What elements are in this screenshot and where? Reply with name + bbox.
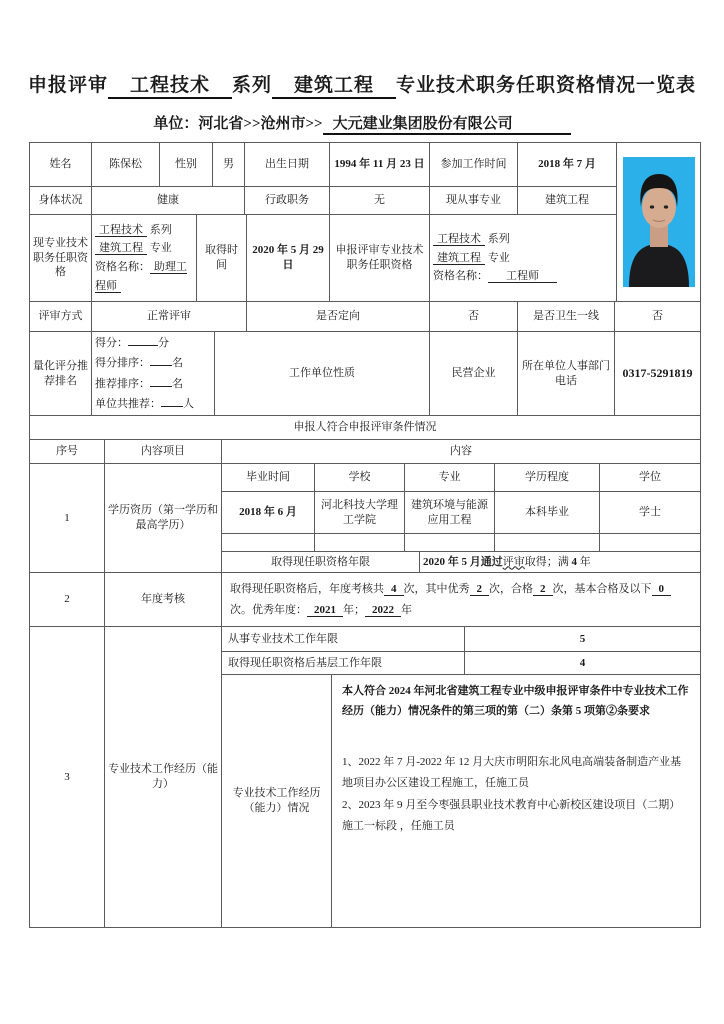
qual-years-p2: 评审 xyxy=(502,555,525,568)
col-content-header: 内容 xyxy=(450,445,472,458)
conditions-header: 申报人符合申报评审条件情况 xyxy=(293,421,437,434)
birth-value: 1994 年 11 月 23 日 xyxy=(330,143,430,186)
edu-header-grad-time: 毕业时间 xyxy=(222,464,315,491)
title-series-label: 系列 xyxy=(231,75,272,96)
education-data-row xyxy=(222,492,700,534)
base-years-row xyxy=(222,652,700,675)
qual-years-p3: 取得；满 xyxy=(524,555,572,568)
edu-empty-cell xyxy=(222,534,315,551)
row-quantified-score xyxy=(30,332,700,416)
assess-total: 4 xyxy=(384,583,404,596)
assess-below: 0 xyxy=(652,583,672,596)
apply-series-suffix: 系列 xyxy=(487,232,510,245)
recommend-rank-label: 推荐排序： xyxy=(95,377,150,390)
birth-label: 出生日期 xyxy=(245,143,330,186)
col-item-header: 内容项目 xyxy=(105,440,222,463)
health-label: 身体状况 xyxy=(30,187,92,214)
assess-t6: 年； xyxy=(343,603,365,616)
row-conditions-header xyxy=(30,416,700,440)
experience-detail-row xyxy=(222,675,700,927)
edu-header-major: 专业 xyxy=(405,464,495,491)
assess-t2: 次，其中优秀 xyxy=(403,582,470,595)
edu-empty-cell xyxy=(600,534,700,551)
edu-major: 建筑环境与能源应用工程 xyxy=(405,492,495,533)
project-entry: 2、2023 年 9 月至今枣强县职业技术教育中心新校区建设项目（二期）施工一标段 ，任施工员 xyxy=(342,798,681,832)
edu-degree: 学士 xyxy=(639,506,661,519)
title-prefix: 申报评审 xyxy=(27,75,108,96)
profession-value: 建筑工程 xyxy=(545,194,589,207)
assess-year1: 2021 xyxy=(307,604,343,617)
section3-item: 专业技术工作经历（能力） xyxy=(105,627,222,927)
eligibility-claim: 本人符合 2024 年河北省建筑工程专业中级申报评审条件中专业技术工作经历（能力）情况条件的第三项的第（二）条第 5 项第②条要求 xyxy=(342,685,689,718)
row-name xyxy=(30,143,616,187)
quant-score-blanks xyxy=(92,332,215,415)
assess-t5: 次。优秀年度： xyxy=(230,603,307,616)
band-basic-info xyxy=(30,143,700,302)
directed-label: 是否定向 xyxy=(247,302,430,331)
unit-nature-value: 民营企业 xyxy=(430,332,518,415)
unit-total-blank xyxy=(161,395,183,407)
row-current-qualification xyxy=(30,215,616,301)
edu-grad-time: 2018 年 6 月 xyxy=(222,492,315,533)
section-education xyxy=(30,464,700,573)
health-frontline-value: 否 xyxy=(652,310,663,323)
hr-phone-label: 所在单位人事部门电话 xyxy=(518,332,615,415)
current-series-suffix: 系列 xyxy=(149,223,172,236)
health-frontline-label: 是否卫生一线 xyxy=(518,302,615,331)
work-years-label: 从事专业技术工作年限 xyxy=(222,627,465,651)
assess-excellent: 2 xyxy=(470,583,490,596)
edu-header-degree-level: 学历程度 xyxy=(495,464,600,491)
work-years-value: 5 xyxy=(579,632,586,645)
qual-years-label: 取得现任职资格年限 xyxy=(222,552,420,572)
education-empty-row xyxy=(222,534,700,552)
name-value: 陈保松 xyxy=(92,143,160,186)
qual-years-value xyxy=(420,552,700,572)
unit-line xyxy=(0,112,724,133)
unit-total-label: 单位共推荐： xyxy=(95,397,161,410)
apply-series: 工程技术 xyxy=(433,233,485,246)
work-start-value: 2018 年 7 月 xyxy=(538,158,596,171)
id-photo-cell xyxy=(616,143,700,301)
review-method-value: 正常评审 xyxy=(92,302,247,331)
quant-score-label: 量化评分推荐排名 xyxy=(30,332,92,415)
current-name-label: 资格名称： xyxy=(95,261,150,273)
form-title xyxy=(0,70,724,97)
assess-year2: 2022 xyxy=(365,604,401,617)
unit-company: 大元建业集团股份有限公司 xyxy=(323,116,571,135)
edu-header-school: 学校 xyxy=(315,464,405,491)
assess-t7: 年 xyxy=(401,603,412,616)
score-label: 得分： xyxy=(95,336,128,349)
hr-phone-value: 0317-5291819 xyxy=(622,366,693,381)
section-annual-assessment xyxy=(30,573,700,627)
current-qual-value xyxy=(92,215,197,301)
edu-empty-cell xyxy=(495,534,600,551)
row-conditions-columns xyxy=(30,440,700,464)
project-entry: 1、2022 年 7 月-2022 年 12 月大庆市明阳东北风电高端装备制造产业基地项目办公区建设工程施工，任施工员 xyxy=(342,755,682,790)
qual-years-num: 4 xyxy=(571,555,577,568)
base-years-label: 取得现任职资格后基层工作年限 xyxy=(222,652,465,674)
admin-post-value: 无 xyxy=(330,187,430,214)
main-table xyxy=(29,142,701,928)
assess-t1: 取得现任职资格后，年度考核共 xyxy=(230,582,384,595)
qualification-years-row xyxy=(222,552,700,572)
assess-t4: 次，基本合格及以下 xyxy=(552,582,652,595)
obtain-time-value: 2020 年 5 月 29 日 xyxy=(247,215,330,301)
review-method-label: 评审方式 xyxy=(30,302,92,331)
section2-seq: 2 xyxy=(30,573,105,626)
edu-school: 河北科技大学理工学院 xyxy=(315,492,405,533)
title-major-blank: 建筑工程 xyxy=(272,75,396,99)
apply-major-suffix: 专业 xyxy=(487,251,510,264)
recommend-rank-unit: 名 xyxy=(172,377,183,390)
current-name: 助理工程师 xyxy=(95,261,187,292)
gender-value: 男 xyxy=(213,143,245,186)
admin-post-label: 行政职务 xyxy=(245,187,330,214)
score-rank-blank xyxy=(150,354,172,366)
name-label: 姓名 xyxy=(30,143,92,186)
gender-label: 性别 xyxy=(160,143,213,186)
current-major: 建筑工程 xyxy=(95,242,147,255)
assess-qualified: 2 xyxy=(533,583,553,596)
score-rank-unit: 名 xyxy=(172,357,183,370)
section-work-experience xyxy=(30,627,700,927)
assess-t3: 次，合格 xyxy=(489,582,533,595)
score-rank-label: 得分排序： xyxy=(95,357,150,370)
section3-seq: 3 xyxy=(30,627,105,927)
apply-major: 建筑工程 xyxy=(433,252,485,265)
section1-item: 学历资历（第一学历和最高学历） xyxy=(105,464,222,572)
qual-years-p4: 年 xyxy=(577,555,591,568)
unit-nature-label: 工作单位性质 xyxy=(215,332,430,415)
base-years-value: 4 xyxy=(579,656,586,669)
title-suffix: 专业技术职务任职资格情况一览表 xyxy=(396,75,697,96)
qual-years-p1: 2020 年 5 月通过 xyxy=(423,555,503,568)
health-value: 健康 xyxy=(92,187,245,214)
experience-detail-content xyxy=(332,675,700,927)
education-header-row xyxy=(222,464,700,492)
unit-label: 单位：河北省>>沧州市>> xyxy=(153,116,323,132)
col-seq-header: 序号 xyxy=(30,440,105,463)
row-health xyxy=(30,187,616,215)
work-start-label: 参加工作时间 xyxy=(430,143,518,186)
section2-item: 年度考核 xyxy=(105,573,222,626)
title-series-blank: 工程技术 xyxy=(108,75,232,99)
id-photo xyxy=(623,157,695,287)
apply-name: 工程师 xyxy=(488,270,557,283)
recommend-rank-blank xyxy=(150,375,172,387)
directed-value: 否 xyxy=(430,302,518,331)
edu-degree-level: 本科毕业 xyxy=(495,492,600,533)
apply-qual-value xyxy=(430,215,616,301)
current-qual-label: 现专业技术职务任职资格 xyxy=(30,215,92,301)
annual-assessment-text xyxy=(222,573,700,626)
edu-header-degree: 学位 xyxy=(639,471,661,484)
score-blank xyxy=(128,334,158,346)
obtain-time-label: 取得时间 xyxy=(197,215,247,301)
apply-name-label: 资格名称： xyxy=(433,270,488,283)
experience-detail-label: 专业技术工作经历（能力）情况 xyxy=(222,675,332,927)
row-review-method xyxy=(30,302,700,332)
edu-empty-cell xyxy=(315,534,405,551)
unit-total-unit: 人 xyxy=(183,397,194,410)
edu-empty-cell xyxy=(405,534,495,551)
apply-qual-label: 申报评审专业技术职务任职资格 xyxy=(330,215,430,301)
score-unit: 分 xyxy=(158,336,169,349)
current-major-suffix: 专业 xyxy=(149,242,172,255)
profession-label: 现从事专业 xyxy=(430,187,518,214)
work-years-row xyxy=(222,627,700,652)
current-series: 工程技术 xyxy=(95,224,147,237)
section1-seq: 1 xyxy=(30,464,105,572)
